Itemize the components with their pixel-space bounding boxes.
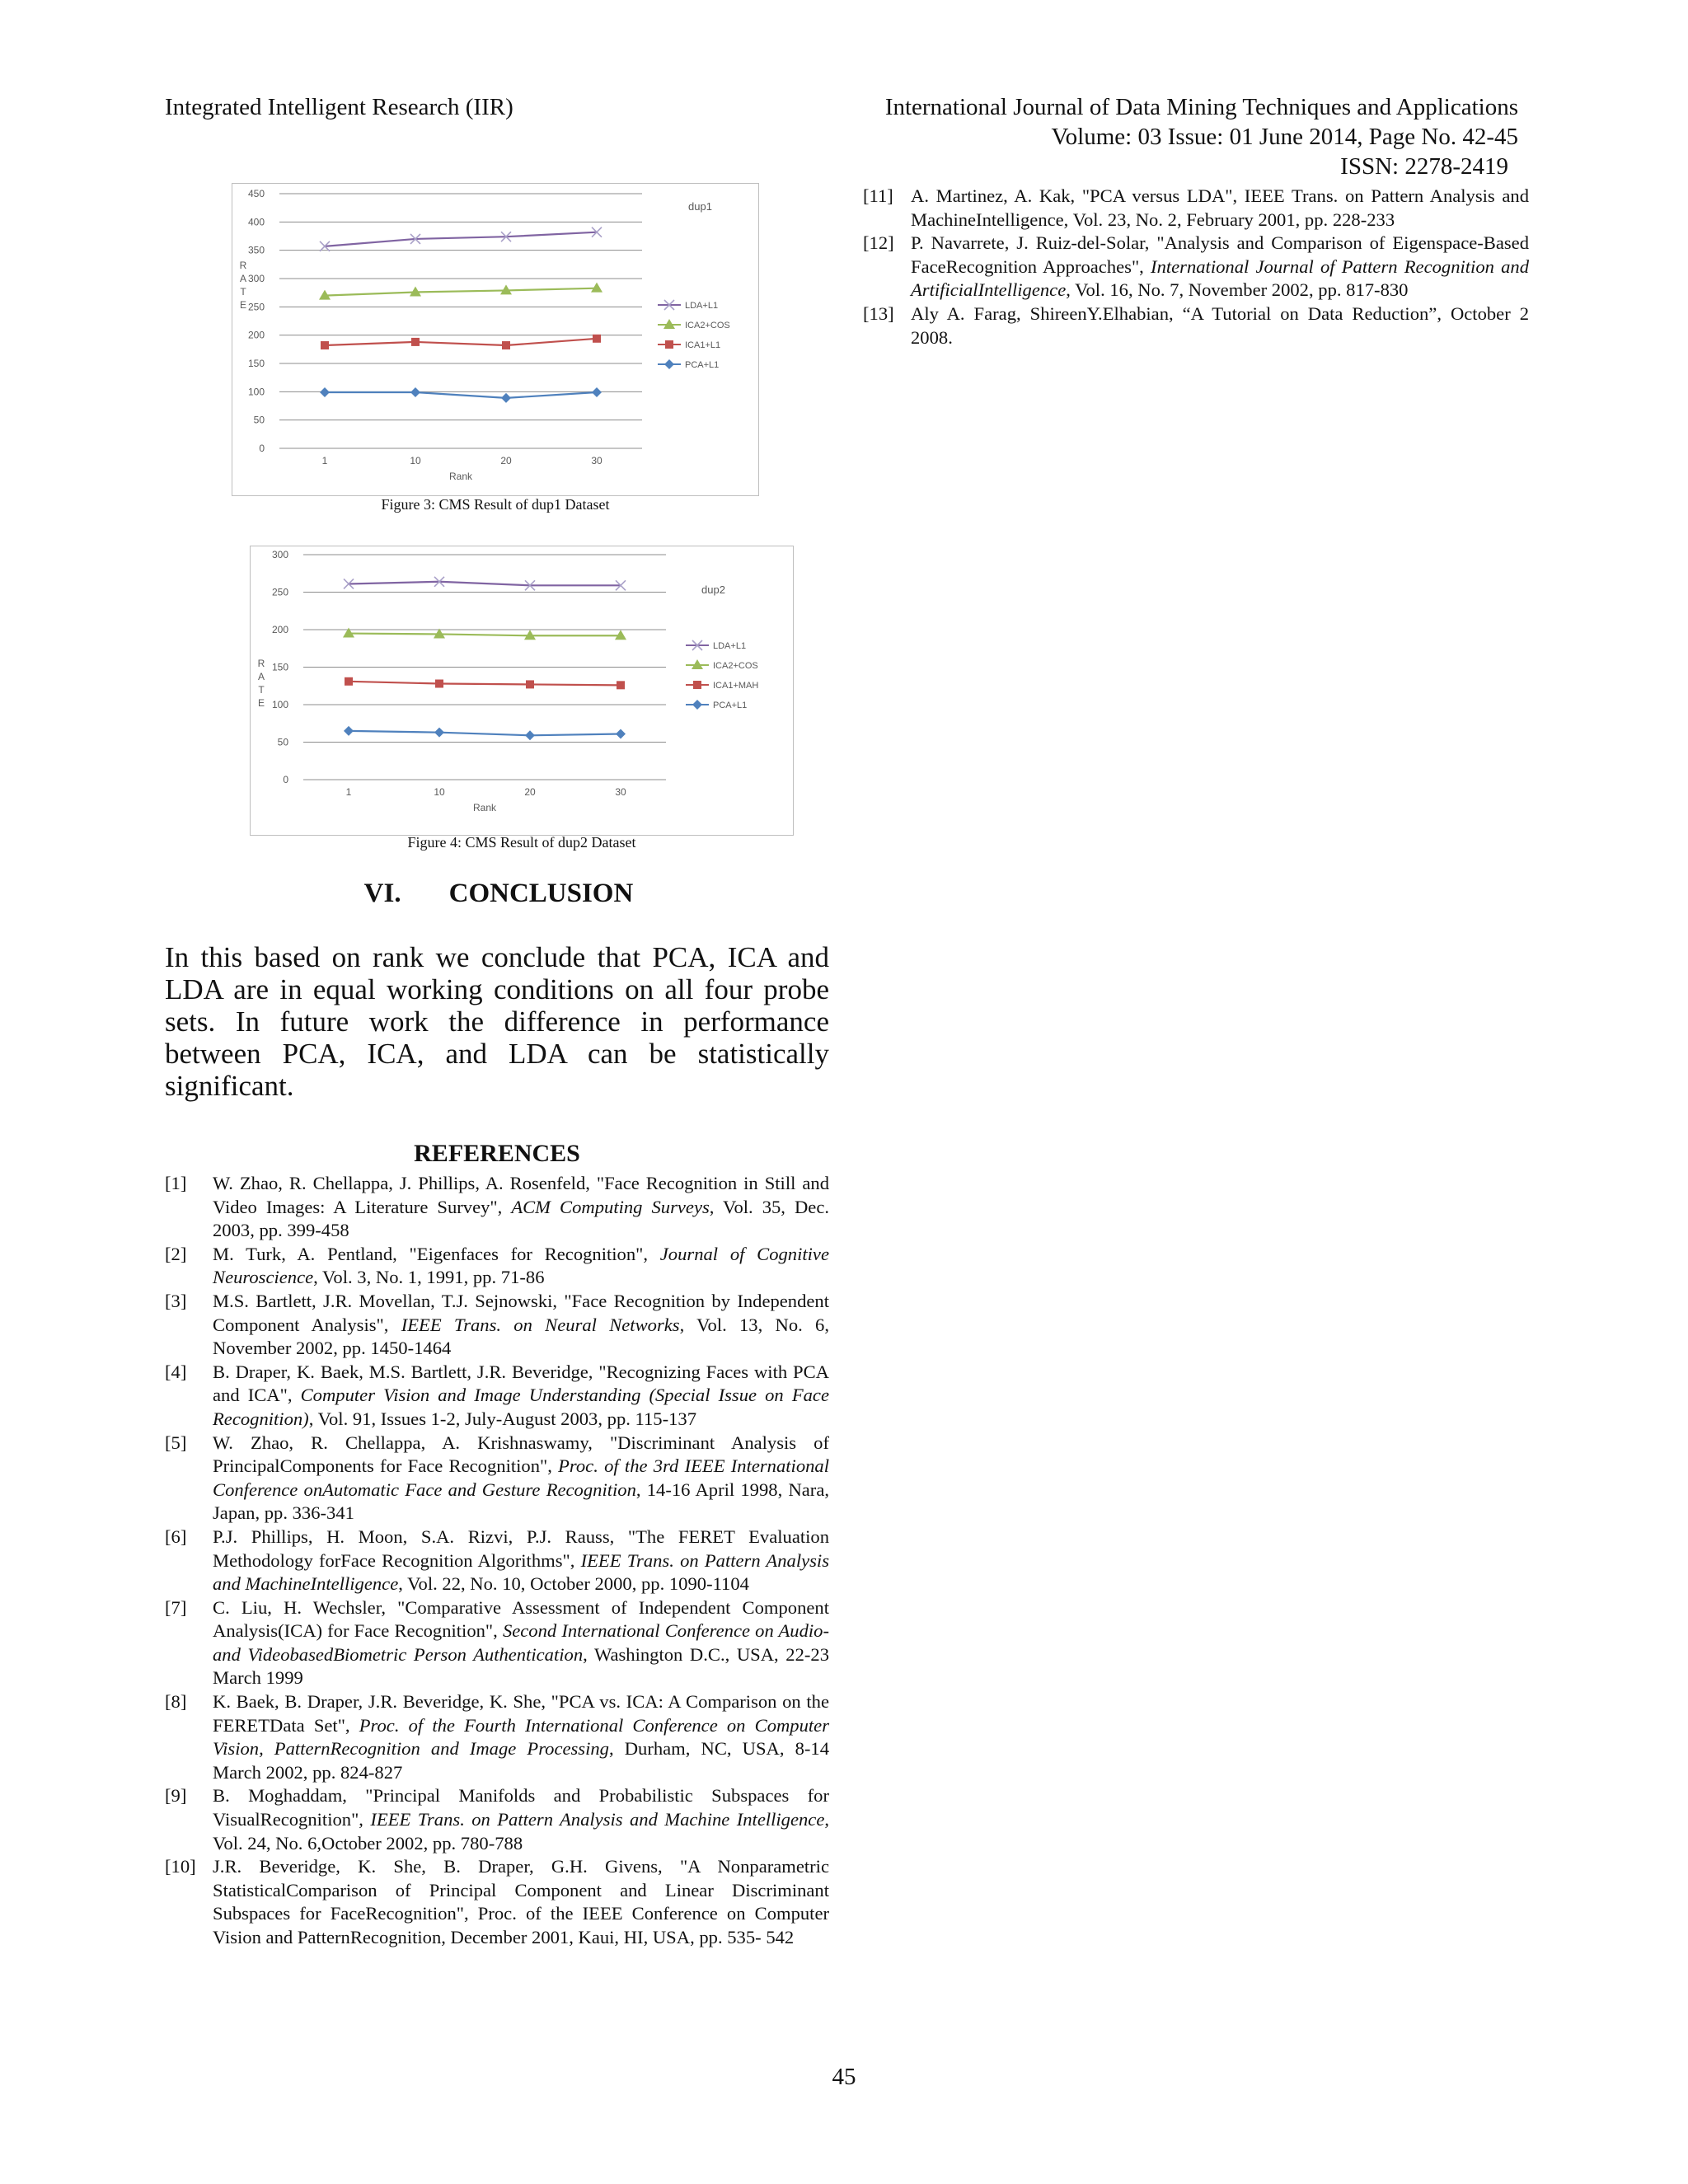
reference-text: P.J. Phillips, H. Moon, S.A. Rizvi, P.J. Rauss, "The FERET Evaluation Methodology forFace Recognition Algorithms", (213, 1526, 829, 1571)
y-tick-label: 50 (253, 414, 265, 426)
y-tick-label: 350 (247, 244, 265, 256)
data-point (411, 338, 420, 346)
reference-venue: ACM Computing Surveys (511, 1196, 710, 1217)
y-tick-label: 200 (271, 624, 288, 635)
reference-number: [2] (165, 1243, 187, 1264)
reference-text: K. Baek, B. Draper, J.R. Beveridge, K. She, "PCA vs. ICA: A Comparison on the FERETData Set", (213, 1691, 829, 1736)
reference-venue: Computer Vision and Image Understanding (Special Issue on Face Recognition) (213, 1385, 829, 1429)
reference-venue: IEEE Trans. on Pattern Analysis and Machine Intelligence (370, 1809, 825, 1830)
data-point (526, 680, 534, 688)
chart-frame (232, 184, 759, 496)
legend-marker (665, 340, 673, 349)
reference-text: W. Zhao, R. Chellappa, J. Phillips, A. Rosenfeld, "Face Recognition in Still and Video Images: A Literature Survey", (213, 1173, 829, 1217)
legend-label: LDA+L1 (685, 301, 719, 311)
reference-item (165, 1690, 829, 1784)
reference-number: [12] (863, 232, 894, 254)
x-tick-label: 30 (591, 455, 603, 466)
journal-title: International Journal of Data Mining Techniques and Applications (884, 94, 1518, 120)
y-tick-label: 400 (247, 216, 265, 228)
reference-item (165, 1596, 829, 1690)
y-tick-label: 0 (259, 443, 265, 454)
y-tick-label: 300 (247, 273, 265, 284)
figure-4-chart (250, 546, 794, 836)
reference-venue: Proc. of the 3rd IEEE International Conference onAutomatic Face and Gesture Recognition (213, 1455, 830, 1500)
reference-number: [1] (165, 1173, 187, 1193)
x-axis-label: Rank (472, 802, 497, 813)
figure-3-chart (232, 183, 759, 496)
y-axis-letter: T (258, 684, 265, 696)
reference-text: W. Zhao, R. Chellappa, A. Krishnaswamy, "Discriminant Analysis of PrincipalComponents for Face Recognition", (213, 1432, 829, 1477)
reference-item (165, 1855, 829, 1949)
reference-text: M. Turk, A. Pentland, "Eigenfaces for Recognition", (213, 1243, 660, 1264)
y-axis-letter: T (240, 286, 246, 298)
reference-item (165, 1784, 829, 1855)
reference-venue: Second International Conference on Audio- and VideobasedBiometric Person Authentication (213, 1620, 829, 1665)
reference-text: J.R. Beveridge, K. She, B. Draper, G.H. Givens, "A Nonparametric StatisticalComparison of Principal Component and Linear Discriminant Subspaces for FaceRecognition", Proc. of the IEEE Conference on Computer Vision and PatternRecognition, December 2001, Kaui, HI, USA, pp. 535- 542 (213, 1856, 829, 1947)
x-tick-label: 10 (410, 455, 421, 466)
x-tick-label: 1 (321, 455, 328, 466)
reference-text: B. Draper, K. Baek, M.S. Bartlett, J.R. Beveridge, "Recognizing Faces with PCA and ICA", (213, 1361, 829, 1406)
legend-label: LDA+L1 (713, 641, 747, 651)
x-tick-label: 20 (524, 786, 536, 798)
y-tick-label: 50 (277, 736, 288, 748)
reference-text: C. Liu, H. Wechsler, "Comparative Assessment of Independent Component Analysis(ICA) for Face Recognition", (213, 1596, 829, 1642)
y-tick-label: 150 (247, 358, 265, 369)
y-tick-label: 100 (271, 699, 288, 710)
y-axis-letter: R (239, 260, 247, 271)
x-tick-label: 30 (615, 786, 626, 798)
reference-text: B. Moghaddam, "Principal Manifolds and Probabilistic Subspaces for VisualRecognition", (213, 1785, 829, 1830)
legend-title: dup2 (701, 583, 725, 596)
reference-details: , Vol. 16, No. 7, November 2002, pp. 817-830 (1066, 279, 1409, 301)
y-axis-letter: A (257, 671, 265, 682)
x-tick-label: 10 (434, 786, 445, 798)
x-tick-label: 1 (345, 786, 352, 798)
section-title: CONCLUSION (448, 879, 634, 908)
legend-label: ICA1+MAH (713, 681, 759, 691)
y-axis-letter: R (257, 658, 265, 669)
reference-number: [9] (165, 1785, 187, 1807)
reference-details: , Vol. 13, No. 6, November 2002, pp. 1450-1464 (213, 1314, 829, 1359)
y-tick-label: 100 (247, 386, 265, 398)
data-point (617, 681, 625, 689)
reference-details: , Vol. 22, No. 10, October 2000, pp. 1090-1104 (398, 1573, 749, 1595)
journal-volume: Volume: 03 Issue: 01 June 2014, Page No. 42-45 (1051, 124, 1518, 150)
page-number: 45 (832, 2064, 856, 2090)
reference-details: , Vol. 24, No. 6,October 2002, pp. 780-788 (213, 1809, 830, 1854)
section-number: VI. (363, 879, 401, 908)
chart-svg (250, 546, 794, 836)
reference-number: [6] (165, 1526, 187, 1547)
y-tick-label: 200 (247, 329, 265, 341)
reference-item (165, 1361, 829, 1432)
conclusion-paragraph: In this based on rank we conclude that PCA, ICA and LDA are in equal working conditions on all four probe sets. In future work the difference in performance between PCA, ICA, and LDA can be statistically significant. (165, 941, 829, 1102)
reference-details: , Washington D.C., USA, 22-23 March 1999 (213, 1643, 829, 1689)
reference-text: Aly A. Farag, ShireenY.Elhabian, “A Tutorial on Data Reduction”, October 2 2008. (911, 302, 1529, 348)
y-axis-letter: E (257, 697, 265, 709)
reference-number: [10] (165, 1856, 196, 1877)
reference-details: , Durham, NC, USA, 8-14 March 2002, pp. 824-827 (213, 1738, 829, 1783)
journal-issn: ISSN: 2278-2419 (1340, 153, 1508, 180)
legend-title: dup1 (688, 200, 712, 213)
reference-number: [7] (165, 1596, 187, 1618)
reference-item (165, 1432, 829, 1526)
chart-svg (232, 183, 759, 496)
figure-4-caption: Figure 4: CMS Result of dup2 Dataset (407, 834, 636, 851)
y-tick-label: 450 (247, 188, 265, 199)
data-point (345, 677, 353, 686)
reference-number: [3] (165, 1290, 187, 1311)
reference-item (165, 1172, 829, 1243)
reference-number: [4] (165, 1361, 187, 1382)
data-point (435, 680, 443, 688)
reference-venue: IEEE Trans. on Neural Networks (401, 1314, 680, 1335)
reference-number: [13] (863, 302, 894, 324)
legend-marker (693, 681, 701, 689)
legend-label: PCA+L1 (685, 360, 720, 370)
y-tick-label: 250 (271, 586, 288, 598)
legend-label: PCA+L1 (713, 701, 748, 710)
figure-3-caption: Figure 3: CMS Result of dup1 Dataset (381, 496, 610, 513)
y-tick-label: 300 (271, 549, 288, 560)
legend-label: ICA2+COS (685, 321, 730, 330)
section-heading (165, 879, 832, 909)
y-tick-label: 150 (271, 661, 288, 673)
references-list-right (863, 185, 1529, 349)
data-point (593, 335, 601, 343)
data-point (321, 341, 329, 349)
y-tick-label: 250 (247, 301, 265, 313)
reference-details: , Vol. 3, No. 1, 1991, pp. 71-86 (313, 1267, 545, 1288)
reference-number: [11] (863, 185, 893, 206)
y-tick-label: 0 (283, 774, 288, 785)
reference-venue: Proc. of the Fourth International Conference on Computer Vision, PatternRecognition and Image Processing (213, 1714, 830, 1760)
reference-item (863, 302, 1529, 349)
reference-venue: International Journal of Pattern Recognition and ArtificialIntelligence (911, 255, 1530, 301)
reference-item (863, 185, 1529, 232)
reference-venue: Journal of Cognitive Neuroscience (213, 1243, 829, 1288)
reference-details: , Vol. 91, Issues 1-2, July-August 2003, pp. 115-137 (308, 1408, 697, 1429)
reference-text: A. Martinez, A. Kak, "PCA versus LDA", IEEE Trans. on Pattern Analysis and MachineIntelligence, Vol. 23, No. 2, February 2001, pp. 228-233 (911, 185, 1529, 230)
y-axis-letter: E (239, 299, 247, 311)
reference-item (863, 232, 1529, 302)
data-point (502, 341, 510, 349)
x-axis-label: Rank (448, 471, 473, 482)
x-tick-label: 20 (500, 455, 512, 466)
reference-venue: IEEE Trans. on Pattern Analysis and MachineIntelligence (213, 1549, 829, 1595)
legend-label: ICA1+L1 (685, 340, 721, 350)
journal-header-left: Integrated Intelligent Research (IIR) (165, 94, 513, 120)
reference-text: P. Navarrete, J. Ruiz-del-Solar, "Analysis and Comparison of Eigenspace-Based FaceRecognition Approaches", (911, 232, 1529, 277)
reference-item (165, 1526, 829, 1596)
reference-details: , 14-16 April 1998, Nara, Japan, pp. 336-341 (213, 1479, 830, 1524)
legend-label: ICA2+COS (713, 661, 758, 671)
reference-number: [8] (165, 1691, 187, 1713)
journal-header-right (885, 92, 1518, 181)
reference-item (165, 1290, 829, 1361)
y-axis-letter: A (239, 273, 247, 284)
references-list-left (165, 1172, 829, 1950)
reference-text: M.S. Bartlett, J.R. Movellan, T.J. Sejnowski, "Face Recognition by Independent Component Analysis", (213, 1290, 829, 1335)
reference-number: [5] (165, 1432, 187, 1453)
reference-item (165, 1243, 829, 1290)
references-heading: REFERENCES (414, 1140, 580, 1167)
reference-details: , Vol. 35, Dec. 2003, pp. 399-458 (213, 1196, 829, 1241)
